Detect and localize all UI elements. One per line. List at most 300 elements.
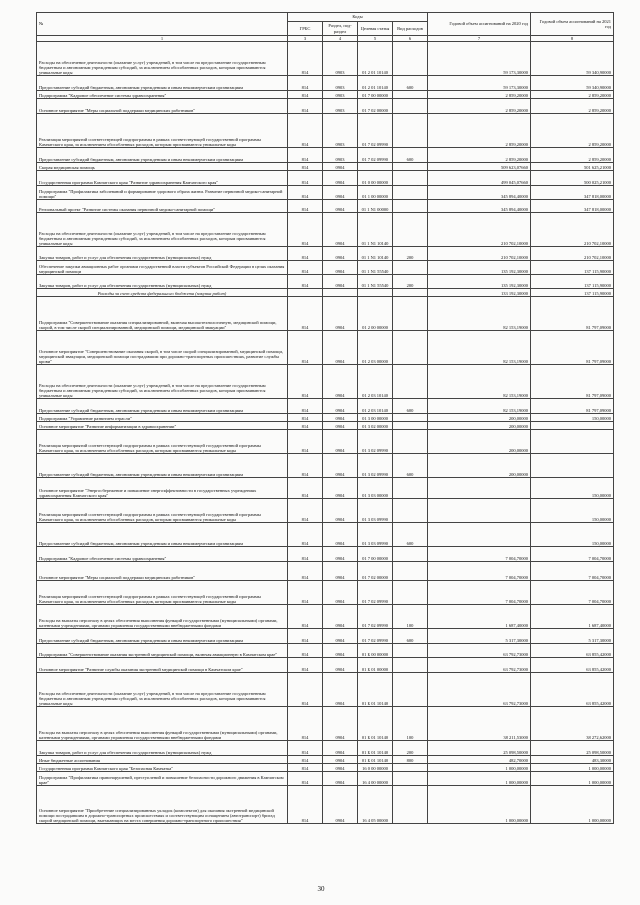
table-row bbox=[37, 261, 614, 275]
table-row bbox=[37, 772, 614, 786]
row-target-article: 01 3 02 09990 bbox=[358, 430, 393, 454]
row-sum-2020: 82 153,19000 bbox=[428, 331, 531, 365]
row-target-article: 01 Б 01 00000 bbox=[358, 658, 393, 673]
column-number: 4 bbox=[323, 36, 358, 42]
row-sum-2021: 59 340,90000 bbox=[531, 76, 614, 91]
row-razd: 0904 bbox=[323, 414, 358, 422]
row-expense-type: 100 bbox=[393, 605, 428, 629]
row-grbs: 814 bbox=[288, 562, 323, 581]
row-sum-2021: 63 855,42000 bbox=[531, 658, 614, 673]
table-row bbox=[37, 523, 614, 547]
table-row bbox=[37, 454, 614, 478]
row-target-article: 01 2 03 00000 bbox=[358, 331, 393, 365]
table-row bbox=[37, 399, 614, 414]
row-expense-type bbox=[393, 786, 428, 824]
row-sum-2020: 82 153,19000 bbox=[428, 399, 531, 414]
page-number: 30 bbox=[317, 885, 325, 893]
row-grbs: 814 bbox=[288, 430, 323, 454]
row-sum-2021: 7 004,70000 bbox=[531, 581, 614, 605]
row-expense-type bbox=[393, 171, 428, 186]
row-sum-2020: 38 211,53000 bbox=[428, 707, 531, 741]
row-target-article: 01 1 N1 55540 bbox=[358, 261, 393, 275]
header-grbs: ГРБС bbox=[288, 22, 323, 36]
row-grbs: 814 bbox=[288, 422, 323, 430]
row-name: Предоставление субсидий бюджетным, автономным учреждениям и иным некоммерческим организациям bbox=[37, 629, 288, 644]
row-expense-type bbox=[393, 430, 428, 454]
row-razd: 0904 bbox=[323, 186, 358, 200]
row-sum-2021 bbox=[531, 422, 614, 430]
table-row bbox=[37, 171, 614, 186]
row-razd: 0903 bbox=[323, 91, 358, 99]
table-row bbox=[37, 163, 614, 171]
row-grbs: 814 bbox=[288, 99, 323, 114]
row-sum-2021: 7 004,70000 bbox=[531, 562, 614, 581]
row-name: Реализация мероприятий соответствующей подпрограммы в рамках соответствующей государственной программы Камчатского края, за исключением обособленных расходов, которым присваиваются уникальные коды bbox=[37, 114, 288, 148]
row-grbs: 814 bbox=[288, 629, 323, 644]
row-razd: 0904 bbox=[323, 247, 358, 261]
row-grbs: 814 bbox=[288, 414, 323, 422]
header-sum-2020: Годовой объем ассигнований на 2020 год bbox=[428, 13, 531, 36]
row-grbs: 814 bbox=[288, 76, 323, 91]
row-sum-2020: 82 153,19000 bbox=[428, 297, 531, 331]
row-sum-2020: 135 192,30000 bbox=[428, 275, 531, 289]
row-expense-type bbox=[393, 261, 428, 275]
row-sum-2020: 1 687,40000 bbox=[428, 605, 531, 629]
row-name: Предоставление субсидий бюджетным, автономным учреждениям и иным некоммерческим организациям bbox=[37, 76, 288, 91]
row-grbs: 814 bbox=[288, 764, 323, 772]
row-sum-2020: 509 623,07660 bbox=[428, 163, 531, 171]
table-row bbox=[37, 629, 614, 644]
row-name: Основное мероприятие "Меры социальной поддержки медицинских работников" bbox=[37, 562, 288, 581]
row-sum-2021: 81 797,09000 bbox=[531, 399, 614, 414]
row-expense-type bbox=[393, 772, 428, 786]
row-sum-2020: 210 702,10000 bbox=[428, 213, 531, 247]
row-sum-2021: 25 098,50000 bbox=[531, 741, 614, 756]
row-name: Обеспечение закупки авиационных работ органами государственной власти субъектов Российской Федерации в целях оказания медицинской помощи bbox=[37, 261, 288, 275]
table-row bbox=[37, 365, 614, 399]
row-expense-type: 800 bbox=[393, 756, 428, 764]
row-sum-2021: 210 702,10000 bbox=[531, 247, 614, 261]
table-row bbox=[37, 91, 614, 99]
column-number: 7 bbox=[428, 36, 531, 42]
row-target-article: 01 7 02 09990 bbox=[358, 148, 393, 163]
row-target-article: 01 7 02 09990 bbox=[358, 605, 393, 629]
row-grbs: 814 bbox=[288, 42, 323, 76]
row-sum-2021: 1 000,00000 bbox=[531, 772, 614, 786]
row-grbs: 814 bbox=[288, 499, 323, 523]
row-target-article: 01 1 N1 10140 bbox=[358, 247, 393, 261]
table-row bbox=[37, 99, 614, 114]
row-target-article: 01 7 02 09990 bbox=[358, 114, 393, 148]
table-row bbox=[37, 786, 614, 824]
row-sum-2021: 63 855,42000 bbox=[531, 644, 614, 658]
row-target-article bbox=[358, 163, 393, 171]
row-sum-2021: 81 797,09000 bbox=[531, 365, 614, 399]
row-grbs: 814 bbox=[288, 365, 323, 399]
table-row bbox=[37, 741, 614, 756]
row-sum-2021: 150,00000 bbox=[531, 499, 614, 523]
row-grbs: 814 bbox=[288, 605, 323, 629]
row-target-article: 01 Б 01 10140 bbox=[358, 741, 393, 756]
row-razd: 0904 bbox=[323, 478, 358, 499]
row-target-article: 01 Б 01 10140 bbox=[358, 756, 393, 764]
row-expense-type: 200 bbox=[393, 275, 428, 289]
row-grbs: 814 bbox=[288, 644, 323, 658]
row-target-article: 01 7 00 00000 bbox=[358, 91, 393, 99]
row-expense-type bbox=[393, 658, 428, 673]
table-header bbox=[37, 13, 614, 42]
row-grbs: 814 bbox=[288, 200, 323, 213]
row-grbs: 814 bbox=[288, 275, 323, 289]
row-expense-type: 600 bbox=[393, 523, 428, 547]
row-name: Подпрограмма "Совершенствование оказания экстренной медицинской помощи, включая авиационную в Камчатском крае" bbox=[37, 644, 288, 658]
row-sum-2020: 345 894,40000 bbox=[428, 186, 531, 200]
row-sum-2021: 59 340,90000 bbox=[531, 42, 614, 76]
row-expense-type bbox=[393, 673, 428, 707]
row-grbs: 814 bbox=[288, 114, 323, 148]
row-sum-2021 bbox=[531, 454, 614, 478]
row-grbs: 814 bbox=[288, 399, 323, 414]
row-grbs: 814 bbox=[288, 523, 323, 547]
row-grbs: 814 bbox=[288, 478, 323, 499]
row-name: Закупка товаров, работ и услуг для обеспечения государственных (муниципальных) нужд bbox=[37, 247, 288, 261]
row-grbs: 814 bbox=[288, 163, 323, 171]
row-sum-2021: 2 859,20000 bbox=[531, 148, 614, 163]
table-row bbox=[37, 331, 614, 365]
row-sum-2020: 5 317,30000 bbox=[428, 629, 531, 644]
row-grbs: 814 bbox=[288, 213, 323, 247]
table-row bbox=[37, 562, 614, 581]
row-expense-type bbox=[393, 114, 428, 148]
row-name: Подпрограмма "Совершенствование оказания специализированной, включая высокотехнологичную, медицинской помощи, скорой, в том числе скорой специализированной, медицинской помощи, медицинской эвакуации" bbox=[37, 297, 288, 331]
row-sum-2021: 150,00000 bbox=[531, 523, 614, 547]
column-number: 8 bbox=[531, 36, 614, 42]
row-razd: 0904 bbox=[323, 365, 358, 399]
row-name: Расходы на выплаты персоналу в целях обеспечения выполнения функций государственными (муниципальными) органами, казенными учреждениями, органами управления государственными внебюджетными фондами bbox=[37, 605, 288, 629]
row-expense-type: 600 bbox=[393, 76, 428, 91]
row-razd: 0903 bbox=[323, 148, 358, 163]
table-row bbox=[37, 707, 614, 741]
row-target-article: 01 0 00 00000 bbox=[358, 171, 393, 186]
row-sum-2021: 2 859,20000 bbox=[531, 99, 614, 114]
row-razd: 0904 bbox=[323, 707, 358, 741]
row-razd: 0904 bbox=[323, 200, 358, 213]
row-target-article bbox=[358, 289, 393, 297]
row-expense-type: 100 bbox=[393, 707, 428, 741]
row-sum-2021: 63 855,42000 bbox=[531, 673, 614, 707]
row-sum-2020: 200,00000 bbox=[428, 422, 531, 430]
row-razd: 0904 bbox=[323, 331, 358, 365]
table-row bbox=[37, 581, 614, 605]
row-target-article: 01 2 03 10140 bbox=[358, 365, 393, 399]
row-name: Государственная программа Камчатского края "Развитие здравоохранения Камчатского края" bbox=[37, 171, 288, 186]
row-sum-2021: 7 004,70000 bbox=[531, 547, 614, 562]
row-grbs: 814 bbox=[288, 186, 323, 200]
row-name: Подпрограмма "Кадровое обеспечение системы здравоохранения" bbox=[37, 91, 288, 99]
header-target-article: Целевая статья bbox=[358, 22, 393, 36]
row-razd: 0904 bbox=[323, 764, 358, 772]
row-sum-2020: 59 173,30000 bbox=[428, 42, 531, 76]
row-target-article: 01 3 02 09990 bbox=[358, 454, 393, 478]
row-target-article: 01 7 02 09990 bbox=[358, 581, 393, 605]
row-target-article: 01 7 02 09990 bbox=[358, 629, 393, 644]
row-grbs: 814 bbox=[288, 756, 323, 764]
row-sum-2020 bbox=[428, 523, 531, 547]
row-sum-2020: 1 000,00000 bbox=[428, 786, 531, 824]
row-target-article: 01 3 02 00000 bbox=[358, 422, 393, 430]
table-row bbox=[37, 499, 614, 523]
row-name: Основное мероприятие "Развитие информатизации в здравоохранении" bbox=[37, 422, 288, 430]
row-target-article: 01 2 01 10140 bbox=[358, 42, 393, 76]
row-name: Расходы на обеспечение деятельности (оказание услуг) учреждений, в том числе на предоставление государственным бюджетным и автономным учреждениям субсидий, за исключением обособленных расходов, которым присваиваются уникальные коды bbox=[37, 42, 288, 76]
row-grbs: 814 bbox=[288, 786, 323, 824]
table-row bbox=[37, 414, 614, 422]
row-target-article: 01 7 02 00000 bbox=[358, 562, 393, 581]
row-name: Государственная программа Камчатского края "Безопасная Камчатка" bbox=[37, 764, 288, 772]
row-sum-2021: 347 818,00000 bbox=[531, 200, 614, 213]
row-grbs: 814 bbox=[288, 454, 323, 478]
row-sum-2020: 7 004,70000 bbox=[428, 581, 531, 605]
table-row bbox=[37, 673, 614, 707]
row-expense-type bbox=[393, 764, 428, 772]
row-name: Основное мероприятие "Меры социальной поддержки медицинских работников" bbox=[37, 99, 288, 114]
row-razd: 0904 bbox=[323, 163, 358, 171]
row-sum-2021: 347 818,00000 bbox=[531, 186, 614, 200]
table-row bbox=[37, 148, 614, 163]
row-expense-type bbox=[393, 331, 428, 365]
row-sum-2021: 1 000,00000 bbox=[531, 764, 614, 772]
row-expense-type: 200 bbox=[393, 741, 428, 756]
row-target-article: 16 4 00 00000 bbox=[358, 772, 393, 786]
header-sum-2021: Годовой объем ассигнований на 2021 год bbox=[531, 13, 614, 36]
row-name: Региональный проект "Развитие системы оказания первичной медико-санитарной помощи" bbox=[37, 200, 288, 213]
row-sum-2021: 81 797,09000 bbox=[531, 297, 614, 331]
row-sum-2020: 2 859,20000 bbox=[428, 148, 531, 163]
table-row bbox=[37, 213, 614, 247]
row-razd: 0903 bbox=[323, 76, 358, 91]
row-sum-2020 bbox=[428, 499, 531, 523]
row-name: Расходы на обеспечение деятельности (оказание услуг) учреждений, в том числе на предоставление государственным бюджетным и автономным учреждениям субсидий, за исключением обособленных расходов, которым присваиваются уникальные коды bbox=[37, 673, 288, 707]
column-number: 1 bbox=[37, 36, 288, 42]
row-expense-type bbox=[393, 478, 428, 499]
row-sum-2020: 345 894,40000 bbox=[428, 200, 531, 213]
row-sum-2020: 135 192,30000 bbox=[428, 261, 531, 275]
table-row bbox=[37, 76, 614, 91]
row-expense-type: 600 bbox=[393, 399, 428, 414]
row-expense-type bbox=[393, 91, 428, 99]
row-grbs: 814 bbox=[288, 148, 323, 163]
row-target-article: 01 7 02 00000 bbox=[358, 99, 393, 114]
header-razd: Раздел, под-раздел bbox=[323, 22, 358, 36]
row-target-article: 01 3 03 09990 bbox=[358, 499, 393, 523]
row-expense-type bbox=[393, 562, 428, 581]
row-sum-2021: 137 115,90000 bbox=[531, 275, 614, 289]
row-razd: 0904 bbox=[323, 562, 358, 581]
row-grbs: 814 bbox=[288, 741, 323, 756]
row-target-article: 01 2 03 10140 bbox=[358, 399, 393, 414]
row-name: Расходы на выплаты персоналу в целях обеспечения выполнения функций государственными (муниципальными) органами, казенными учреждениями, органами управления государственными внебюджетными фондами bbox=[37, 707, 288, 741]
row-sum-2021: 150,00000 bbox=[531, 414, 614, 422]
row-expense-type bbox=[393, 99, 428, 114]
row-name: Подпрограмма "Управление развитием отрасли" bbox=[37, 414, 288, 422]
row-razd: 0904 bbox=[323, 297, 358, 331]
table-row bbox=[37, 547, 614, 562]
column-number: 6 bbox=[393, 36, 428, 42]
row-expense-type: 200 bbox=[393, 247, 428, 261]
row-sum-2021: 38 272,62000 bbox=[531, 707, 614, 741]
row-target-article: 01 7 00 00000 bbox=[358, 547, 393, 562]
row-grbs: 814 bbox=[288, 658, 323, 673]
row-grbs: 814 bbox=[288, 673, 323, 707]
row-expense-type: 600 bbox=[393, 629, 428, 644]
row-sum-2020: 1 000,00000 bbox=[428, 772, 531, 786]
row-name: Расходы за счет средств федерального бюджета (закупка работ) bbox=[37, 289, 288, 297]
row-razd: 0904 bbox=[323, 454, 358, 478]
table-row bbox=[37, 297, 614, 331]
row-sum-2020: 82 153,19000 bbox=[428, 365, 531, 399]
row-sum-2020: 200,00000 bbox=[428, 430, 531, 454]
row-razd: 0904 bbox=[323, 399, 358, 414]
row-sum-2021 bbox=[531, 430, 614, 454]
row-sum-2021: 150,00000 bbox=[531, 478, 614, 499]
row-name: Реализация мероприятий соответствующей подпрограммы в рамках соответствующей государственной программы Камчатского края, за исключением обособленных расходов, которым присваиваются уникальные коды bbox=[37, 581, 288, 605]
row-name: Предоставление субсидий бюджетным, автономным учреждениям и иным некоммерческим организациям bbox=[37, 399, 288, 414]
row-name: Основное мероприятие "Приобретение специализированных укладок (комплектов) для оказания экстренной медицинской помощи пострадавшим в дорожно-транспортных происшествиях и соответствующим оснащением (автотранспорт) бригад скорой медицинской помощи, выезжающих на места совершения дорожно-транспортного происшествия" bbox=[37, 786, 288, 824]
row-sum-2021: 210 702,10000 bbox=[531, 213, 614, 247]
row-sum-2020: 7 004,70000 bbox=[428, 562, 531, 581]
row-razd: 0904 bbox=[323, 605, 358, 629]
row-target-article: 16 0 00 00000 bbox=[358, 764, 393, 772]
row-name: Расходы на обеспечение деятельности (оказание услуг) учреждений, в том числе на предоставление государственным бюджетным и автономным учреждениям субсидий, за исключением обособленных расходов, которым присваиваются уникальные коды bbox=[37, 213, 288, 247]
row-target-article: 01 1 N1 10140 bbox=[358, 213, 393, 247]
row-target-article: 01 Б 01 10140 bbox=[358, 707, 393, 741]
table-row bbox=[37, 605, 614, 629]
row-grbs: 814 bbox=[288, 581, 323, 605]
header-expense-type: Вид расходов bbox=[393, 22, 428, 36]
table-row bbox=[37, 756, 614, 764]
row-expense-type bbox=[393, 644, 428, 658]
table-row bbox=[37, 114, 614, 148]
row-expense-type bbox=[393, 581, 428, 605]
row-expense-type: 600 bbox=[393, 454, 428, 478]
row-grbs: 814 bbox=[288, 331, 323, 365]
column-number: 3 bbox=[288, 36, 323, 42]
row-grbs: 814 bbox=[288, 297, 323, 331]
row-name: Расходы на обеспечение деятельности (оказание услуг) учреждений, в том числе на предоставление государственным бюджетным и автономным учреждениям субсидий, за исключением обособленных расходов, которым присваиваются уникальные коды bbox=[37, 365, 288, 399]
row-target-article: 01 2 01 10140 bbox=[358, 76, 393, 91]
row-sum-2020 bbox=[428, 478, 531, 499]
row-grbs: 814 bbox=[288, 91, 323, 99]
row-sum-2020: 25 098,50000 bbox=[428, 741, 531, 756]
row-razd: 0904 bbox=[323, 581, 358, 605]
row-grbs: 814 bbox=[288, 547, 323, 562]
row-razd: 0904 bbox=[323, 422, 358, 430]
row-sum-2021: 483,30000 bbox=[531, 756, 614, 764]
row-name: Подпрограмма "Профилактика заболеваний и формирование здорового образа жизни. Развитие первичной медико-санитарной помощи" bbox=[37, 186, 288, 200]
row-grbs: 814 bbox=[288, 171, 323, 186]
row-name: Закупка товаров, работ и услуг для обеспечения государственных (муниципальных) нужд bbox=[37, 275, 288, 289]
row-sum-2020: 499 045,07660 bbox=[428, 171, 531, 186]
row-sum-2021: 81 797,09000 bbox=[531, 331, 614, 365]
row-name: Предоставление субсидий бюджетным, автономным учреждениям и иным некоммерческим организациям bbox=[37, 148, 288, 163]
table-row bbox=[37, 430, 614, 454]
row-expense-type bbox=[393, 365, 428, 399]
row-sum-2021: 1 687,40000 bbox=[531, 605, 614, 629]
row-razd: 0904 bbox=[323, 523, 358, 547]
row-razd: 0904 bbox=[323, 741, 358, 756]
row-sum-2021: 500 025,21000 bbox=[531, 171, 614, 186]
row-razd: 0904 bbox=[323, 213, 358, 247]
row-sum-2021: 5 317,30000 bbox=[531, 629, 614, 644]
header-no: № bbox=[37, 13, 288, 36]
row-name: Скорая медицинская помощь bbox=[37, 163, 288, 171]
row-name: Предоставление субсидий бюджетным, автономным учреждениям и иным некоммерческим организациям bbox=[37, 523, 288, 547]
row-razd: 0904 bbox=[323, 673, 358, 707]
row-razd: 0904 bbox=[323, 430, 358, 454]
row-expense-type bbox=[393, 200, 428, 213]
row-razd: 0904 bbox=[323, 772, 358, 786]
row-name: Иные бюджетные ассигнования bbox=[37, 756, 288, 764]
row-target-article: 01 3 03 00000 bbox=[358, 478, 393, 499]
row-expense-type bbox=[393, 414, 428, 422]
table-row bbox=[37, 478, 614, 499]
table-row bbox=[37, 42, 614, 76]
table-note-row bbox=[37, 289, 614, 297]
row-expense-type: 600 bbox=[393, 148, 428, 163]
table-row bbox=[37, 644, 614, 658]
row-sum-2020: 1 000,00000 bbox=[428, 764, 531, 772]
row-expense-type bbox=[393, 297, 428, 331]
row-sum-2021: 1 000,00000 bbox=[531, 786, 614, 824]
row-expense-type bbox=[393, 42, 428, 76]
row-sum-2021: 2 859,20000 bbox=[531, 114, 614, 148]
row-sum-2020: 2 859,20000 bbox=[428, 91, 531, 99]
budget-table bbox=[36, 12, 614, 824]
row-sum-2020: 482,70000 bbox=[428, 756, 531, 764]
row-sum-2020: 200,00000 bbox=[428, 454, 531, 478]
row-razd: 0904 bbox=[323, 547, 358, 562]
table-row bbox=[37, 186, 614, 200]
row-razd: 0904 bbox=[323, 658, 358, 673]
row-expense-type bbox=[393, 547, 428, 562]
row-sum-2020: 2 859,20000 bbox=[428, 99, 531, 114]
header-codes: Коды bbox=[288, 13, 428, 22]
row-sum-2021: 137 115,90000 bbox=[531, 261, 614, 275]
row-razd: 0904 bbox=[323, 275, 358, 289]
table-row bbox=[37, 764, 614, 772]
row-target-article: 01 3 00 00000 bbox=[358, 414, 393, 422]
row-sum-2020: 63 792,73000 bbox=[428, 673, 531, 707]
row-razd: 0903 bbox=[323, 114, 358, 148]
table-row bbox=[37, 422, 614, 430]
row-sum-2020: 59 173,30000 bbox=[428, 76, 531, 91]
row-razd: 0904 bbox=[323, 629, 358, 644]
table-body bbox=[37, 42, 614, 824]
row-expense-type bbox=[393, 289, 428, 297]
row-target-article: 01 1 00 00000 bbox=[358, 186, 393, 200]
row-sum-2021: 2 859,20000 bbox=[531, 91, 614, 99]
row-expense-type bbox=[393, 213, 428, 247]
row-sum-2020: 133 192,30000 bbox=[428, 289, 531, 297]
row-name: Основное мероприятие "Развитие службы оказания экстренной медицинской помощи в Камчатском крае" bbox=[37, 658, 288, 673]
column-number: 5 bbox=[358, 36, 393, 42]
row-name: Основное мероприятие "Совершенствование оказания скорой, в том числе скорой специализированной, медицинской помощи, медицинской эвакуации, медицинской помощи пострадавшим при дорожно-транспортных происшествиях, развитие службы крови" bbox=[37, 331, 288, 365]
row-expense-type bbox=[393, 499, 428, 523]
row-grbs: 814 bbox=[288, 707, 323, 741]
row-razd: 0904 bbox=[323, 499, 358, 523]
row-grbs: 814 bbox=[288, 261, 323, 275]
row-sum-2021: 501 625,21000 bbox=[531, 163, 614, 171]
